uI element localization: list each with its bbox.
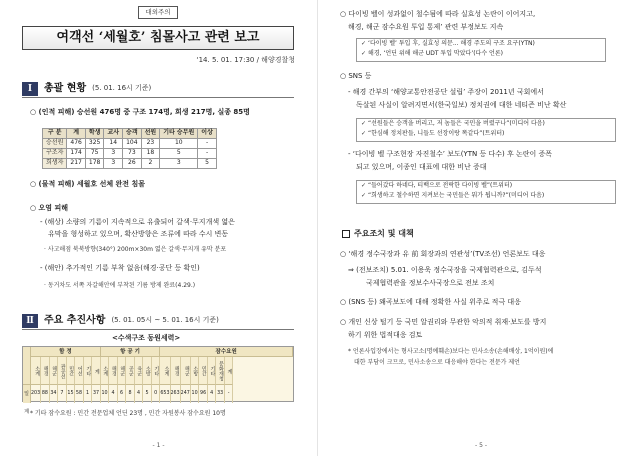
page-left [0,0,318,456]
check-icon: ✓ [361,192,367,199]
table-cell: 33 [216,385,225,403]
table-cell: 58 [75,385,84,403]
material-damage: ○ (물적 피해) 세월호 선체 완전 침몰 [30,180,146,188]
section-1-note: (5. 01. 16시 기준) [92,84,152,93]
mobilization-subheader: 해경 [171,357,181,385]
check-icon: ✓ [361,40,367,47]
quote-item [357,191,615,201]
mobilization-subheader: 기타 [152,357,161,385]
report-date: ‘14. 5. 01. 17:30 / 해양경찰청 [196,56,295,64]
mobilization-subheader: 해군 [181,357,191,385]
measures-line: ○ (SNS 등) 왜곡보도에 대해 정확한 사실 위주로 적극 대응 [340,298,521,306]
table-cell: 3 [104,149,123,159]
table-cell: 승선원 [43,139,67,149]
table-cell: - [198,149,217,159]
table-cell: 203 [31,385,41,403]
quote-text: “희생하고 철수하면 지켜보는 국민들은 뭐가 됩니까?”(미디어 다음) [368,192,545,199]
mobilization-subheader: 해경 [109,357,118,385]
mobilization-subheader: 해군 [50,357,59,385]
quote-text: “들어갔다 하네다, 티백으로 전락한 다이빙 벨”(트위터) [368,182,513,189]
table-cell: 325 [85,139,104,149]
mobilization-subheader: 계 [225,357,234,385]
table-cell: 247 [181,385,191,403]
page-number-left: - 1 - [152,441,165,449]
diver-note: * 기타 잠수요원 : 민간 전문업체 언딘 23명 , 민간 자원봉사 잠수요원 10명 [30,410,226,417]
table-cell: 8 [126,385,135,403]
classified-label: 대외주의 [138,6,178,19]
table-cell: 5 [143,385,152,403]
quote-text: 해경, ‘언딘 위해 해군 UDT 투입 막았다’(다수 언론) [368,50,503,57]
table-header: 학생 [85,129,104,139]
mobilization-subheader: 소계 [101,357,110,385]
table-cell: 4 [135,385,144,403]
table-row [43,139,217,149]
square-bullet-icon [342,230,350,238]
table-row [43,159,217,169]
measures-line: 하기 위한 법적대응 검토 [348,331,423,339]
table-cell: 96 [199,385,208,403]
mobilization-subheader: 민간 [67,357,76,385]
section-1-number: Ⅰ [22,82,38,96]
table-cell: - [225,385,234,403]
mobilization-caption: <수색구조 동원세력> [112,334,181,342]
table-header: 계 [67,129,85,139]
table-cell: 217 [67,159,85,169]
table-header: 이상 [198,129,217,139]
measures-line: ○ ‘해경 정수국장과 유 前 회장과의 연관성’(TV조선) 언론보도 대응 [340,250,546,258]
measures-line: 국제협력관을 정보수사국장으로 전보 조치 [366,279,495,287]
mobilization-corner [23,347,31,385]
group-header-vessels: 함 정 [31,347,101,357]
mobilization-subheader: 민간 [199,357,208,385]
table-cell: 5 [160,149,198,159]
table-header: 기타 승무원 [160,129,198,139]
table-row [43,149,217,159]
measures-title: 주요조치 및 대책 [354,228,414,238]
table-cell: 3 [160,159,198,169]
legal-note: * 언론사입장에서는 형사고소(명예훼손)보다는 민사소송(손해배상, 1억이원)에 [348,348,554,355]
quote-item [357,39,605,49]
section-2-header [22,314,219,328]
check-icon: ✓ [361,130,367,137]
table-cell: 7 [58,385,67,403]
table-cell: 75 [85,149,104,159]
section-2-number: Ⅱ [22,314,38,328]
table-cell: 15 [67,385,76,403]
measures-line: ○ 개인 신상 털기 등 국민 알권리와 무관한 악의적 취재·보도를 방지 [340,318,547,326]
casualty-summary: ○ (인적 피해) 승선원 476명 중 구조 174명, 희생 217명, 실종 85명 [30,108,250,116]
table-cell: 14 [104,139,123,149]
table-cell: 476 [67,139,85,149]
table-cell: 2 [141,159,160,169]
quote-text: “한심해 정치판들, 니들도 선장이랑 똑같다”(트위터) [368,130,505,137]
table-cell: 178 [85,159,104,169]
check-icon: ✓ [361,182,367,189]
check-icon: ✓ [361,50,367,57]
table-header: 선원 [141,129,160,139]
table-cell: 4 [208,385,217,403]
measures-line: ⇒ (전보조치) 5.01. 이용욱 정수국장을 국제협력관으로, 김두석 [348,266,542,274]
table-header: 구 분 [43,129,67,139]
table-cell: - [198,139,217,149]
casualty-table [42,128,217,169]
table-cell: 10 [160,139,198,149]
coast-note: · 동거차도 서쪽 자갈해안에 부착된 기름 방제 완료(4.29.) [44,282,196,289]
section-2-title: 주요 추진사항 [44,315,106,327]
quote-text: “선원들은 승객을 버리고, 저 놈들은 국민을 버렸구나”(미디어 다음) [368,120,545,127]
mobilization-subheader: 소계 [31,357,41,385]
bell-line: 되고 있으며, 이종인 대표에 대한 비난 증대 [356,163,487,171]
pollution-line: - (해상) 소량의 기름이 지속적으로 유출되어 갈색·무지개색 엷은 [40,218,235,226]
table-cell: 88 [41,385,50,403]
table-cell: 6 [118,385,127,403]
mobilization-subheader: 육군 [135,357,144,385]
check-icon: ✓ [361,120,367,127]
table-cell: 34 [50,385,59,403]
table-cell: 10 [191,385,200,403]
table-cell: 174 [67,149,85,159]
table-header: 승객 [123,129,142,139]
mobilization-subheader: 계 [92,357,101,385]
legal-note: 대한 부담이 크므로, 민사소송으로 대응해야 한다는 전문가 제언 [354,359,520,366]
table-cell: 18 [141,149,160,159]
mobilization-subheader: 소방 [191,357,200,385]
section-2-rule [22,329,294,330]
table-cell: 5 [198,159,217,169]
page-number-right: - 5 - [475,441,487,449]
mobilization-subheader: 해경 [41,357,50,385]
sns-quote-box [356,118,616,142]
pollution-note: · 사고해점 북북방향(340°) 200m×30m 엷은 갈색·무지개 유막 분포 [44,246,227,253]
coast-line: - (해안) 추가적인 기름 부착 없음(해경·공단 등 확인) [40,264,200,272]
mobilization-subheader: 어선 [75,357,84,385]
mobilization-subheader: 소방 [143,357,152,385]
mobilization-subheader: 관공선 [58,357,67,385]
bell-quote-box [356,180,616,204]
table-cell: 23 [141,139,160,149]
page-right [322,0,640,456]
bell-line: - ‘다이빙 벨 구조현장 자진철수’ 보도(YTN 등 다수) 후 논란이 증폭 [348,150,553,158]
table-cell: 0 [152,385,161,403]
quote-text: ‘다이빙 벨’ 투입 후, 실효성 의문... 해경 주도의 구조 요구(YTN) [368,40,535,47]
quote-item [357,129,615,139]
table-cell: 희생자 [43,159,67,169]
casualty-table-header-row [43,129,217,139]
diving-bell-line: ○ 다이빙 벨이 성과없이 철수됨에 따라 실효성 논란이 이어지고, [340,10,536,18]
sns-heading: ○ SNS 등 [340,72,372,80]
table-cell: 26 [123,159,142,169]
group-header-divers: 잠수요원 [160,347,293,357]
section-1-header [22,82,151,96]
table-cell: 653 [160,385,170,403]
diving-quote-box [356,38,606,62]
table-cell: 3 [104,159,123,169]
section-1-title: 총괄 현황 [44,83,87,95]
report-title: 여객선 ‘세월호’ 침몰사고 관련 보고 [22,26,294,50]
quote-item [357,181,615,191]
section-1-rule [22,97,294,98]
mobilization-subheader: 공군 [126,357,135,385]
table-cell: 104 [123,139,142,149]
table-cell: 73 [123,149,142,159]
pollution-heading: ○ 오염 피해 [30,204,69,212]
quote-item [357,49,605,59]
quote-item [357,119,615,129]
table-cell: 4 [109,385,118,403]
mobilization-subheader: 기타 [208,357,217,385]
sns-line: - 해경 간부의 ‘해양교통안전공단 설립’ 주장이 2011년 국회에서 [348,88,544,96]
table-cell: 1 [84,385,93,403]
table-cell: 263 [171,385,181,403]
table-header: 교사 [104,129,123,139]
table-cell: 구조자 [43,149,67,159]
group-header-aircraft: 항 공 기 [101,347,161,357]
mobilization-subheader: 소계 [160,357,170,385]
section-2-note: (5. 01. 05시 ~ 5. 01. 16시 기준) [111,316,219,325]
pollution-line: 유막을 형성하고 있으며, 확산방향은 조류에 따라 수시 변동 [48,230,229,238]
mobilization-subheader: 문화재청 [216,357,225,385]
mobilization-subheader: 해군 [118,357,127,385]
sns-line: 독살된 사실이 알려지면서(한국일보) 정치권에 대한 네티즌 비난 확산 [356,101,567,109]
mobilization-subheader: 기타 [84,357,93,385]
diving-bell-line: 해경, 해군 잠수요원 투입 통제’ 관련 부정보도 지속 [348,23,504,31]
table-cell: 37 [92,385,101,403]
table-cell: 10 [101,385,110,403]
measures-header [342,228,414,240]
mobilization-row-label: 일계 [23,385,31,403]
